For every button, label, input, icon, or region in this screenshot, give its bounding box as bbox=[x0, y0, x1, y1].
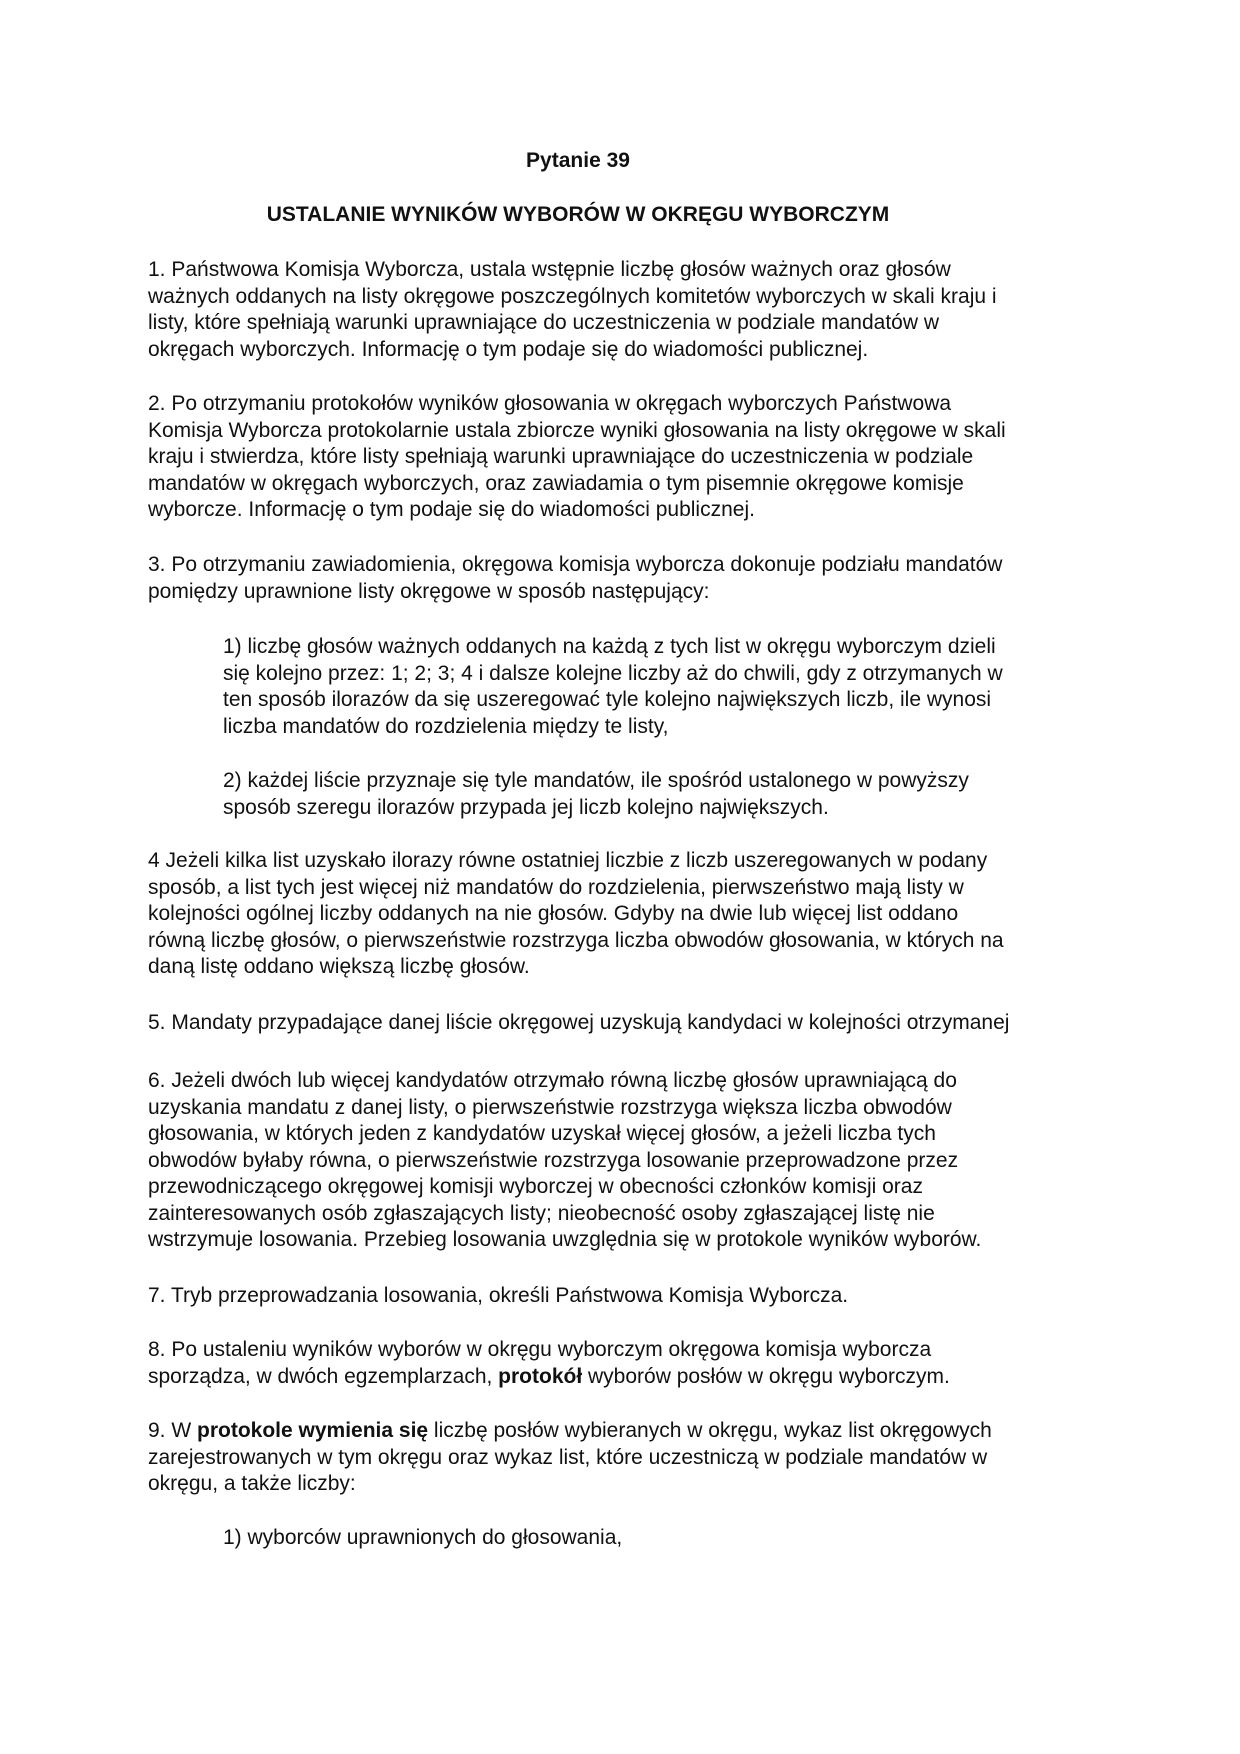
paragraph-3 bbox=[148, 552, 1002, 605]
text-line: wyborcze. Informację o tym podaje się do wiadomości publicznej. bbox=[148, 498, 755, 521]
text-line: pomiędzy uprawnione listy okręgowe w sposób następujący: bbox=[148, 579, 710, 603]
paragraph-4 bbox=[148, 848, 1004, 981]
text-line: 8. Po ustaleniu wyników wyborów w okręgu wyborczym okręgowa komisja wyborcza bbox=[148, 1338, 932, 1361]
text-line: 7. Tryb przeprowadzania losowania, określi Państwowa Komisja Wyborcza. bbox=[148, 1284, 849, 1307]
text-line: 2) każdej liście przyznaje się tyle mandatów, ile spośród ustalonego w powyższy bbox=[223, 769, 969, 792]
text-line bbox=[148, 1418, 992, 1445]
text-line: się kolejno przez: 1; 2; 3; 4 i dalsze kolejne liczby aż do chwili, gdy z otrzymanych w bbox=[223, 661, 1003, 685]
text-line: sposób szeregu ilorazów przypada jej liczb kolejno największych. bbox=[223, 795, 829, 819]
paragraph-9 bbox=[148, 1418, 992, 1498]
text-line: listy, które spełniają warunki uprawniające do uczestniczenia w podziale mandatów w bbox=[148, 311, 940, 334]
text-line: sposób, a list tych jest więcej niż mandatów do rozdzielenia, pierwszeństwo mają listy w bbox=[148, 875, 964, 899]
text-line: kolejności ogólnej liczby oddanych na nie głosów. Gdyby na dwie lub więcej list oddano bbox=[148, 902, 959, 925]
text-line: zainteresowanych osób zgłaszających listy; nieobecność osoby zgłaszającej listę nie bbox=[148, 1201, 935, 1225]
paragraph-8 bbox=[148, 1337, 950, 1390]
question-number: Pytanie 39 bbox=[526, 149, 630, 172]
paragraph-3-item-2 bbox=[223, 768, 969, 821]
text-line: głosowania, w których jeden z kandydatów uzyskał więcej głosów, a jeżeli liczba tych bbox=[148, 1122, 936, 1145]
text-segment: sporządza, w dwóch egzemplarzach, bbox=[148, 1364, 499, 1388]
text-line: mandatów w okręgach wyborczych, oraz zawiadamia o tym pisemnie okręgowe komisje bbox=[148, 471, 964, 495]
text-line: 2. Po otrzymaniu protokołów wyników głosowania w okręgach wyborczych Państwowa bbox=[148, 392, 952, 415]
text-line: kraju i stwierdza, które listy spełniają warunki uprawniające do uczestniczenia w podziale bbox=[148, 445, 974, 468]
text-line: Komisja Wyborcza protokolarnie ustala zbiorcze wyniki głosowania na listy okręgowe w skali bbox=[148, 418, 1006, 442]
text-line: daną listę oddano większą liczbę głosów. bbox=[148, 955, 530, 978]
text-line: 1) liczbę głosów ważnych oddanych na każdą z tych list w okręgu wyborczym dzieli bbox=[223, 635, 996, 658]
text-line bbox=[148, 1364, 950, 1391]
text-line: obwodów byłaby równa, o pierwszeństwie rozstrzyga losowanie przeprowadzone przez bbox=[148, 1148, 959, 1172]
paragraph-9-item-1 bbox=[223, 1525, 622, 1552]
text-line: równą liczbę głosów, o pierwszeństwie rozstrzyga liczba obwodów głosowania, w których na bbox=[148, 928, 1004, 952]
text-line: przewodniczącego okręgowej komisji wyborczej w obecności członków komisji oraz bbox=[148, 1175, 923, 1198]
paragraph-2 bbox=[148, 391, 1006, 524]
text-line: zarejestrowanych w tym okręgu oraz wykaz list, które uczestniczą w podziale mandatów w bbox=[148, 1445, 988, 1469]
text-line: liczba mandatów do rozdzielenia między te listy, bbox=[223, 714, 669, 738]
text-segment: liczbę posłów wybieranych w okręgu, wykaz list okręgowych bbox=[428, 1419, 992, 1442]
bold-term-protokole: protokole wymienia się bbox=[197, 1419, 429, 1442]
paragraph-7 bbox=[148, 1283, 848, 1310]
paragraph-6 bbox=[148, 1068, 981, 1254]
text-line: ten sposób ilorazów da się uszeregować tyle kolejno największych liczb, ile wynosi bbox=[223, 688, 992, 711]
text-line: uzyskania mandatu z danej listy, o pierwszeństwie rozstrzyga większa liczba obwodów bbox=[148, 1095, 952, 1119]
text-line: okręgu, a także liczby: bbox=[148, 1472, 356, 1495]
bold-term-protokol: protokół bbox=[498, 1364, 583, 1388]
paragraph-3-item-1 bbox=[223, 634, 1003, 740]
text-line: 4 Jeżeli kilka list uzyskało ilorazy równe ostatniej liczbie z liczb uszeregowanych w podany bbox=[148, 849, 988, 872]
text-line: 1. Państwowa Komisja Wyborcza, ustala wstępnie liczbę głosów ważnych oraz głosów bbox=[148, 258, 951, 281]
text-line: wstrzymuje losowania. Przebieg losowania uwzględnia się w protokole wyników wyborów. bbox=[148, 1228, 982, 1251]
text-line: 5. Mandaty przypadające danej liście okręgowej uzyskują kandydaci w kolejności otrzymanej bbox=[148, 1011, 1010, 1034]
text-line: okręgach wyborczych. Informację o tym podaje się do wiadomości publicznej. bbox=[148, 337, 869, 361]
paragraph-1 bbox=[148, 257, 997, 363]
text-segment: 9. W bbox=[148, 1419, 198, 1442]
text-segment: wyborów posłów w okręgu wyborczym. bbox=[582, 1364, 950, 1388]
text-line: 6. Jeżeli dwóch lub więcej kandydatów otrzymało równą liczbę głosów uprawniającą do bbox=[148, 1069, 957, 1092]
document-title: USTALANIE WYNIKÓW WYBORÓW W OKRĘGU WYBORCZYM bbox=[266, 203, 890, 226]
paragraph-5 bbox=[148, 1010, 1009, 1037]
text-line: ważnych oddanych na listy okręgowe poszczególnych komitetów wyborczych w skali kraju i bbox=[148, 284, 997, 308]
text-line: 3. Po otrzymaniu zawiadomienia, okręgowa komisja wyborcza dokonuje podziału mandatów bbox=[148, 553, 1003, 576]
text-line: 1) wyborców uprawnionych do głosowania, bbox=[223, 1526, 623, 1549]
